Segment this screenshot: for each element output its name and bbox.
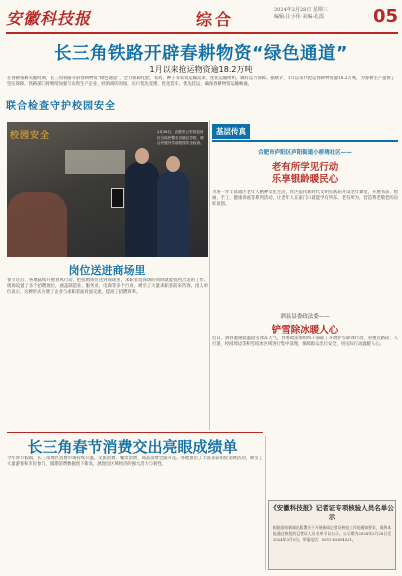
feature-headline: 岗位送进商场里 [68,264,146,277]
bottom-headline: 长三角春节消费交出亮眼成绩单 [27,438,238,456]
newspaper-brand: 安徽科技报 [6,9,92,28]
photo-caption: 校园安全 [10,131,51,141]
news-photo [7,122,208,257]
issue-date: 2024年2月28日 星期三 [274,7,328,13]
photo-figure [157,170,189,257]
photo-figure [125,162,159,257]
lead-subhead: 1月以来抢运物资逾18.2万吨 [149,65,253,74]
issue-editors: 编辑:汪小伟 美编:孔霞 [274,14,324,20]
tag-label: 基层传真 [212,124,250,139]
right-kicker-2: 泗县县委政法委—— [280,314,330,320]
notice-title: 《安徽科技报》记者证专项核验人员名单公示 [270,504,394,521]
photo-description: 2月26日，合肥市公安局包河区分局民警走访辖区学校，联合开展开学前校园安全检查。 [157,130,204,145]
right-headline-2: 铲雪除冰暖人心 [271,325,339,336]
page-number: 05 [372,6,398,27]
section-band [6,94,206,114]
lead-body: 在春耕备耕关键时期，长三角铁路开辟春耕物资“绿色通道”，全力保障化肥、农药、种子等农资运输需求，优化运输组织，做好运力保障。据统计，1月以来共抢运春耕物资逾18.2万吨，为春耕生产提供了坚实保障。铁路部门将继续加强与农资生产企业、经销商的对接，实行优先受理、优先装车、优先挂运，确保春耕物资运输畅通。 [7,76,395,87]
band-title: 联合检查守护校园安全 [6,101,116,112]
right-body-1: 为进一步丰富辖区老年人精神文化生活，社区依托新时代文明实践站开设老年课堂，开展书法、绘画、手工、健康讲座等系列活动，让老年人在家门口就能学有所乐、老有所为，营造尊老敬老的良好氛围。 [212,190,398,207]
issue-info [274,7,384,21]
notice-box [268,500,396,570]
notice-body: 根据国家新闻出版署关于开展新闻记者证核验工作的通知要求，现将本报通过核验的记者证人员名单予以公示。公示期为2024年2月28日至2024年3月5日，举报电话：0551-62654321。 [273,525,391,542]
photo-sign [65,150,125,174]
section-title: 综合 [196,10,235,29]
lead-headline: 长三角铁路开辟春耕物资“绿色通道” [53,44,348,64]
right-kicker-1: 合肥市庐阳区庐阳街道小桥湾社区—— [258,150,352,156]
column-divider [209,120,210,430]
tag-underline [212,140,398,142]
bottom-body: 今年春节假期，长三角地区消费市场持续升温，文旅消费、餐饮消费、商品消费全面开花。各地推出了丰富多彩的促消费活动，吸引了大量游客和市民参与，假期消费数据创下新高，展现出区域经济的强大活力与韧性。 [7,456,263,467]
right-body-2: 近日，泗县遭遇低温雨雪冰冻天气，县委政法委组织干部职工开展铲雪除冰行动，对重点路段、人行道、校园周边等积雪结冰区域进行集中清理，保障群众出行安全，用实际行动温暖人心。 [212,336,398,347]
photo-phone [111,188,124,208]
masthead [6,2,398,34]
photo-head [135,148,149,164]
photo-head [166,156,180,172]
right-headline-1: 老有所学见行动 乐享银龄暖民心 [271,162,339,185]
photo-figure [7,192,67,257]
feature-body: 春节过后，各地陆续开展春风行动，把招聘岗位送到商场里，求职者逛商场的同时就能找到合适的工作。现场设置了多个招聘展位，涵盖制造业、服务业、电商等多个行业，吸引了大量求职者前来咨询。用人单位表示，这种形式方便了企业与求职者面对面交流，提高了招聘效率。 [7,278,208,295]
